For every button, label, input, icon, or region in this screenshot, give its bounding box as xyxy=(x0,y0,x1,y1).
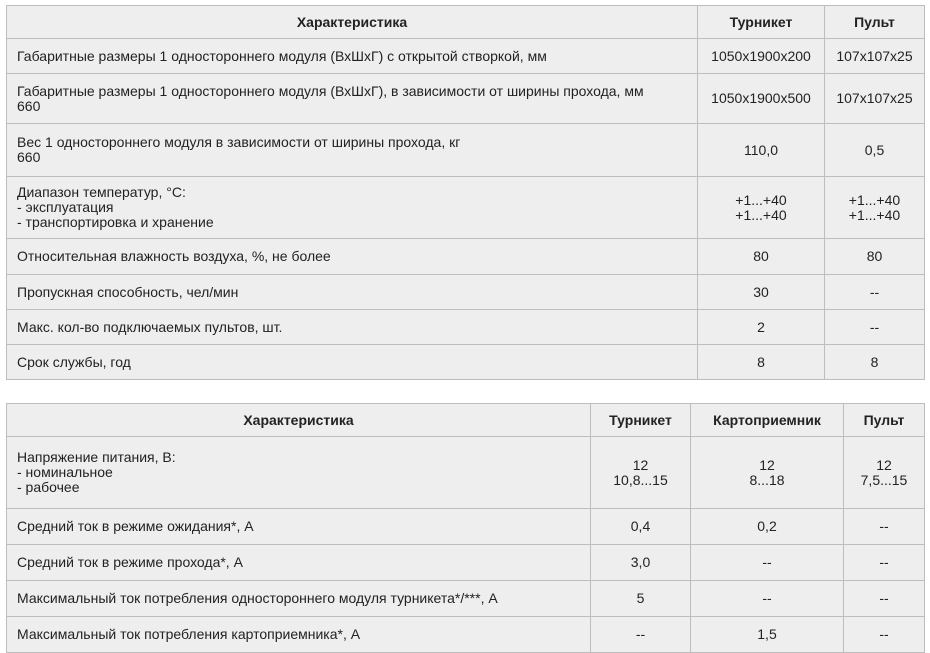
characteristic-cell xyxy=(7,509,591,545)
header-characteristic: Характеристика xyxy=(7,404,591,437)
remote-cell xyxy=(825,310,925,345)
characteristic-cell xyxy=(7,310,698,345)
card-receiver-cell xyxy=(691,545,844,581)
turnstile-cell-line: 2 xyxy=(757,318,765,335)
characteristic-cell-line: Габаритные размеры 1 одностороннего модуля (ВхШхГ) с открытой створкой, мм xyxy=(17,47,547,64)
card-receiver-cell-line: 8...18 xyxy=(749,471,785,488)
characteristic-cell xyxy=(7,275,698,310)
characteristic-cell xyxy=(7,239,698,275)
characteristic-cell-line: Напряжение питания, В: xyxy=(17,449,176,465)
table-row xyxy=(7,124,925,177)
remote-cell xyxy=(825,39,925,74)
turnstile-cell-line: 80 xyxy=(753,248,769,264)
remote-cell xyxy=(825,345,925,380)
characteristic-cell-line: 660 xyxy=(17,97,41,114)
characteristic-cell-line: - эксплуатация xyxy=(17,199,114,215)
turnstile-cell xyxy=(698,345,825,380)
remote-cell-line: 107x107x25 xyxy=(836,47,913,64)
table-row xyxy=(7,177,925,239)
table-row xyxy=(7,310,925,345)
turnstile-cell-line: 3,0 xyxy=(630,554,651,570)
table-row xyxy=(7,345,925,380)
table-header-row xyxy=(7,404,925,437)
characteristic-cell xyxy=(7,39,698,74)
characteristic-cell xyxy=(7,74,698,124)
characteristic-cell-line: Относительная влажность воздуха, %, не более xyxy=(17,248,331,264)
turnstile-cell xyxy=(591,437,691,509)
characteristic-cell-line: Средний ток в режиме ожидания*, А xyxy=(17,518,254,534)
turnstile-cell xyxy=(698,124,825,177)
remote-cell xyxy=(825,275,925,310)
turnstile-cell-line: 1050x1900x500 xyxy=(711,90,811,106)
table-header-row xyxy=(7,6,925,39)
characteristic-cell-line: Срок службы, год xyxy=(17,353,131,370)
turnstile-cell xyxy=(591,545,691,581)
card-receiver-cell-line: -- xyxy=(762,554,772,570)
table-row xyxy=(7,437,925,509)
remote-cell-line: -- xyxy=(879,554,889,570)
characteristic-cell-line: - рабочее xyxy=(17,479,80,495)
turnstile-cell-line: 110,0 xyxy=(744,141,778,158)
card-receiver-cell xyxy=(691,581,844,617)
turnstile-cell xyxy=(698,239,825,275)
remote-cell-line: -- xyxy=(879,518,889,534)
turnstile-cell-line: 8 xyxy=(757,353,765,370)
remote-cell-line: 80 xyxy=(866,248,883,264)
turnstile-cell-line: 10,8...15 xyxy=(613,471,668,488)
turnstile-cell xyxy=(698,39,825,74)
table-row xyxy=(7,275,925,310)
header-remote: Пульт xyxy=(844,404,925,437)
specs-table-1 xyxy=(6,5,925,380)
remote-cell xyxy=(825,74,925,124)
header-characteristic: Характеристика xyxy=(7,6,698,39)
turnstile-cell-line: +1...+40 xyxy=(735,191,787,208)
table-row xyxy=(7,545,925,581)
turnstile-cell-line: 12 xyxy=(632,456,649,473)
remote-cell xyxy=(844,617,925,653)
remote-cell xyxy=(844,509,925,545)
characteristic-cell-line: Габаритные размеры 1 одностороннего модуля (ВхШхГ), в зависимости от ширины прохода, мм xyxy=(17,82,644,99)
characteristic-cell xyxy=(7,124,698,177)
turnstile-cell xyxy=(591,581,691,617)
turnstile-cell-line: -- xyxy=(635,626,646,642)
turnstile-cell-line: 5 xyxy=(636,590,645,606)
turnstile-cell-line: +1...+40 xyxy=(735,206,787,223)
turnstile-cell xyxy=(698,310,825,345)
remote-cell-line: 107x107x25 xyxy=(836,90,913,106)
turnstile-cell xyxy=(591,509,691,545)
characteristic-cell-line: Макс. кол-во подключаемых пультов, шт. xyxy=(17,318,283,335)
remote-cell-line: 7,5...15 xyxy=(860,471,908,488)
remote-cell xyxy=(825,177,925,239)
specs-table-2 xyxy=(6,403,925,653)
remote-cell-line: -- xyxy=(879,626,889,642)
table-row xyxy=(7,74,925,124)
characteristic-cell-line: 660 xyxy=(17,149,41,165)
card-receiver-cell xyxy=(691,437,844,509)
remote-cell xyxy=(844,581,925,617)
characteristic-cell-line: - номинальное xyxy=(17,464,113,480)
turnstile-cell-line: 30 xyxy=(753,283,769,300)
remote-cell-line: -- xyxy=(879,590,889,606)
header-remote: Пульт xyxy=(825,6,925,39)
remote-cell-line: 12 xyxy=(876,456,892,473)
table-row xyxy=(7,239,925,275)
card-receiver-cell-line: -- xyxy=(762,590,772,606)
card-receiver-cell-line: 1,5 xyxy=(757,626,777,642)
turnstile-cell xyxy=(591,617,691,653)
header-card-receiver: Картоприемник xyxy=(691,404,844,437)
remote-cell-line: +1...+40 xyxy=(848,191,901,208)
remote-cell-line: -- xyxy=(869,318,880,335)
turnstile-cell xyxy=(698,177,825,239)
card-receiver-cell xyxy=(691,509,844,545)
header-turnstile: Турникет xyxy=(698,6,825,39)
characteristic-cell-line: Максимальный ток потребления одностороннего модуля турникета*/***, А xyxy=(17,590,498,606)
table-row xyxy=(7,509,925,545)
characteristic-cell-line: Вес 1 одностороннего модуля в зависимости от ширины прохода, кг xyxy=(17,134,461,150)
card-receiver-cell-line: 0,2 xyxy=(757,518,777,534)
table-row xyxy=(7,617,925,653)
characteristic-cell xyxy=(7,545,591,581)
remote-cell-line: 8 xyxy=(870,353,879,370)
table-row xyxy=(7,581,925,617)
characteristic-cell-line: Пропускная способность, чел/мин xyxy=(17,283,239,300)
card-receiver-cell-line: 12 xyxy=(759,456,775,473)
remote-cell xyxy=(844,545,925,581)
turnstile-cell xyxy=(698,275,825,310)
characteristic-cell xyxy=(7,345,698,380)
remote-cell xyxy=(825,239,925,275)
table-row xyxy=(7,39,925,74)
remote-cell-line: +1...+40 xyxy=(848,206,901,223)
characteristic-cell xyxy=(7,437,591,509)
characteristic-cell xyxy=(7,581,591,617)
turnstile-cell xyxy=(698,74,825,124)
remote-cell xyxy=(825,124,925,177)
card-receiver-cell xyxy=(691,617,844,653)
turnstile-cell-line: 1050x1900x200 xyxy=(711,47,811,64)
characteristic-cell xyxy=(7,617,591,653)
characteristic-cell-line: Максимальный ток потребления картоприемника*, А xyxy=(17,626,361,642)
remote-cell-line: -- xyxy=(869,283,880,300)
characteristic-cell-line: Средний ток в режиме прохода*, А xyxy=(17,554,243,570)
remote-cell-line: 0,5 xyxy=(864,141,885,158)
turnstile-cell-line: 0,4 xyxy=(630,518,651,534)
characteristic-cell xyxy=(7,177,698,239)
remote-cell xyxy=(844,437,925,509)
characteristic-cell-line: Диапазон температур, °С: xyxy=(17,184,186,200)
header-turnstile: Турникет xyxy=(591,404,691,437)
characteristic-cell-line: - транспортировка и хранение xyxy=(17,214,214,230)
